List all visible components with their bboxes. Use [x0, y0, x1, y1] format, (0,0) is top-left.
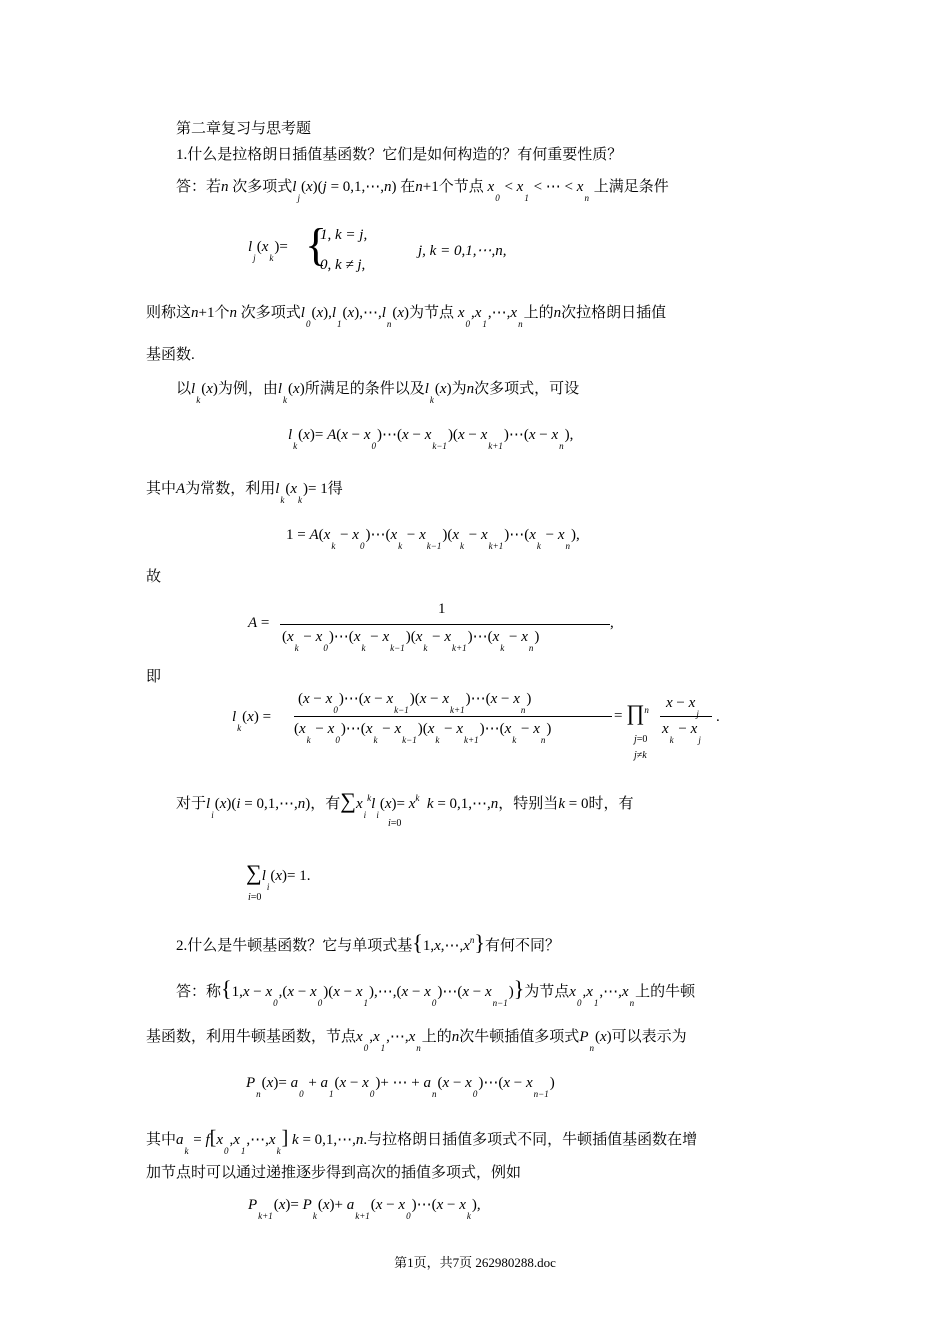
- answer-2-line-4: 加节点时可以通过递推逐步得到高次的插值多项式，例如: [146, 1165, 522, 1181]
- product-index: j=0: [634, 734, 648, 745]
- formula-A-comma: ,: [610, 615, 614, 631]
- product-fraction-bar: [660, 716, 712, 717]
- formula-A-numerator: 1: [438, 601, 446, 617]
- formula-newton: $P_n(x)= a_0 + a_1(x - x_0)+$ ⋯ + $a_n(x$ − $x_0)\cdots(x - x_{n-1})$: [246, 1075, 555, 1099]
- product-index-2: j≠k: [634, 750, 647, 761]
- page-title: 第二章复习与思考题: [176, 121, 312, 137]
- product-numerator: $x - x_j$: [666, 695, 699, 719]
- sum-equals-one: $\sum l_i(x)= 1$.: [246, 860, 311, 892]
- product-symbol: = ∏$^n$: [614, 700, 649, 725]
- case-2: 0, k ≠ j,: [320, 257, 366, 273]
- sum-property: 对于$l_i(x)(i$ = 0,1,⋯,n)，有$\sum x_i^kl_i(x)= x^k$ k = 0,1,⋯,n，特别当k = 0时，有: [176, 788, 634, 820]
- cases-brace: {: [305, 219, 328, 270]
- product-period: .: [716, 709, 720, 725]
- formula-one: $1 = A(x_k$ − $x_0)\cdots(x_k - x_{k-1})(x_k$ − $x_{k+1})\cdots(x_k - x_n)$,: [286, 527, 580, 551]
- formula-A-lhs: A =: [248, 615, 270, 631]
- answer-1-line-5: 其中A为常数，利用$l_k(x_k)= 1$得: [146, 481, 343, 505]
- page-footer: 第1页，共7页 262980288.doc: [394, 1255, 556, 1270]
- formula-A-fraction-bar: [280, 624, 610, 625]
- formula-lk2-denominator: ($x_k$ − $x_0)\cdots(x_k - x_{k-1})(x_k$ − $x_{k+1})\cdots(x_k - x_n)$: [294, 721, 552, 745]
- sum-one-index: i=0: [248, 892, 262, 903]
- therefore-text: 故: [146, 569, 162, 585]
- cases-formula-lhs: $l_j(x_k)=$: [248, 239, 288, 263]
- answer-1-line-3: 基函数.: [146, 347, 195, 363]
- formula-lk2-lhs: $l_k(x)$ =: [232, 709, 272, 733]
- formula-lk2-numerator: $(x - x_0)\cdots(x - x_{k-1})(x$ − $x_{k+1})\cdots(x - x_n)$: [298, 691, 532, 715]
- product-denominator: $x_k - x_j$: [662, 721, 701, 745]
- answer-1-line-1: 答：若n 次多项式$l_j(x)(j$ = 0,1,⋯,n) 在n+1个节点 $x_0 < x_1$ < ⋯ < $x_n$ 上满足条件: [176, 179, 669, 203]
- formula-lk2-fraction-bar: [294, 716, 612, 717]
- question-2: 2.什么是牛顿基函数？它与单项式基$\{1,x,\cdots,x^n\}$有何不同？: [176, 930, 560, 955]
- namely-text: 即: [146, 669, 162, 685]
- case-1: 1, k = j,: [320, 227, 368, 243]
- formula-lk: $l_k(x)= A(x$ − $x_0)\cdots(x - x_{k-1})(x$ − $x_{k+1})\cdots(x - x_n)$,: [288, 427, 574, 451]
- question-1: 1.什么是拉格朗日插值基函数？它们是如何构造的？有何重要性质？: [176, 147, 623, 163]
- formula-A-denominator: ($x_k$ − $x_0)\cdots(x_k - x_{k-1})(x_k$ − $x_{k+1})\cdots(x_k - x_n)$: [282, 629, 540, 653]
- answer-1-line-4: 以$l_k(x)$为例，由$l_k(x)$所满足的条件以及$l_k(x)$为n次多项式，可设: [176, 381, 580, 405]
- answer-2-line-3: 其中$a_k$ = $f[x_0,x_1,\cdots,x_k] k$ = 0,1,⋯,n.与拉格朗日插值多项式不同，牛顿插值基函数在增: [146, 1127, 698, 1156]
- answer-2-line-1: 答：称{$1,x - x_0,(x - x_0)(x$ − $x_1),\cdots,(x$ − $x_0)\cdots(x - x_{n-1})$}为节点$x_0,x_1,\cdots,x_n$上的牛顿: [176, 976, 696, 1008]
- formula-recursive: $P_{k+1}(x)= P_k(x)+ a_{k+1}(x$ − $x_0)\cdots(x - x_k)$,: [248, 1197, 481, 1221]
- sum-index: i=0: [388, 818, 402, 829]
- answer-2-line-2: 基函数，利用牛顿基函数，节点$x_0,x_1,\cdots,x_n$上的n次牛顿插值多项式$P_n(x)$可以表示为: [146, 1029, 687, 1053]
- case-range: j, k = 0,1,⋯,n,: [418, 243, 507, 259]
- answer-1-line-2: 则称这n+1个n 次多项式$l_0(x),l_1(x),\cdots,l_n(x)$为节点 $x_0,x_1,\cdots,x_n$上的n次拉格朗日插值: [146, 305, 667, 329]
